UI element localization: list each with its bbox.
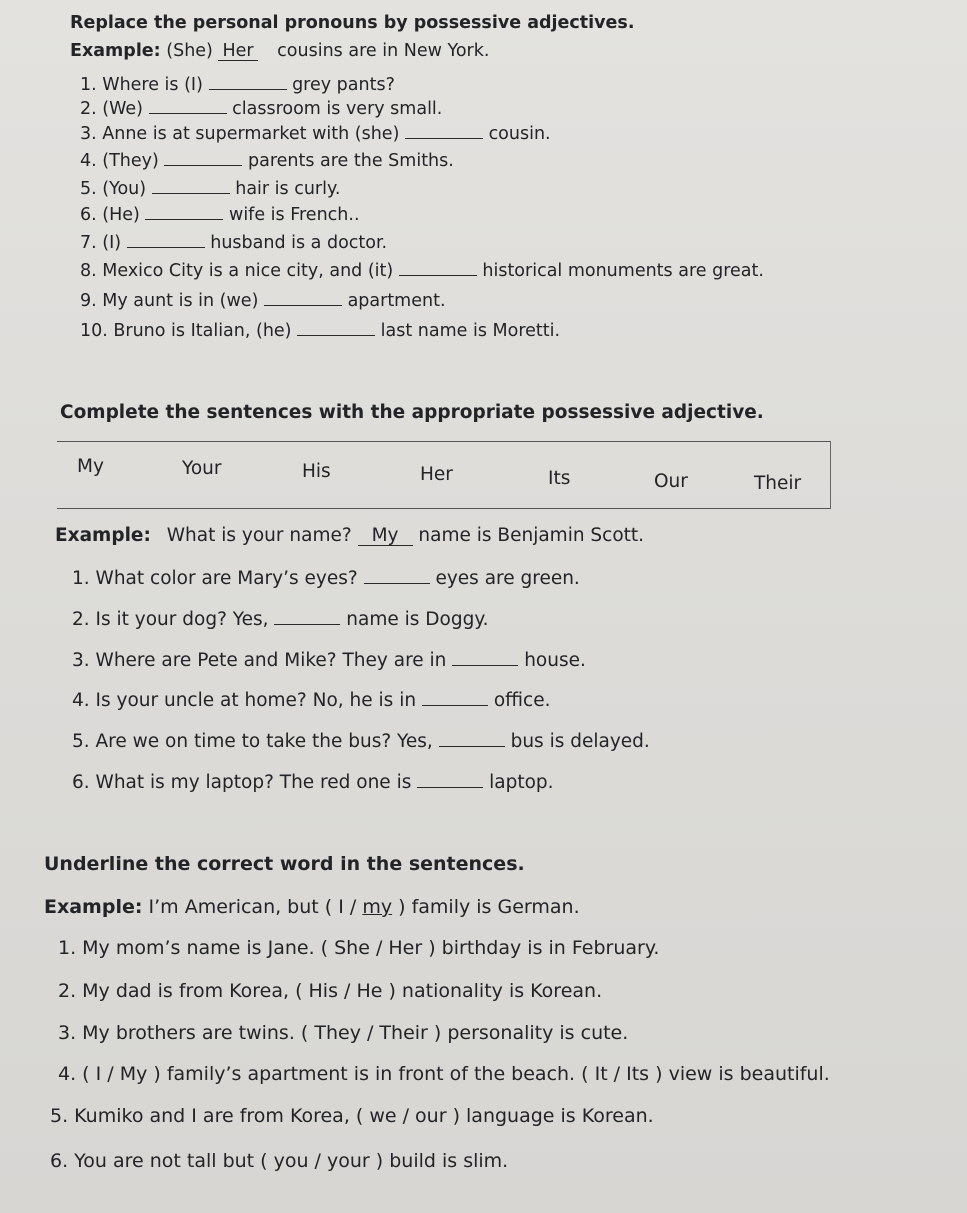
answer-blank[interactable] xyxy=(274,610,340,625)
s1-item-2: 2. (We) classroom is very small. xyxy=(80,99,443,119)
section2-example: Example: What is your name? My name is Benjamin Scott. xyxy=(55,525,645,546)
answer-blank[interactable] xyxy=(399,261,477,276)
word-bank-item: Our xyxy=(654,471,688,492)
s2-item-4: 4. Is your uncle at home? No, he is in office. xyxy=(72,690,551,711)
s1-item-8: 8. Mexico City is a nice city, and (it) historical monuments are great. xyxy=(80,261,764,281)
word-bank-item: Her xyxy=(420,464,453,485)
s1-item-1: 1. Where is (I) grey pants? xyxy=(80,75,395,95)
section2-title: Complete the sentences with the appropriate possessive adjective. xyxy=(60,402,764,423)
answer-blank[interactable] xyxy=(417,773,483,788)
answer-blank[interactable] xyxy=(145,205,223,220)
answer-blank[interactable] xyxy=(127,233,205,248)
answer-blank[interactable] xyxy=(422,691,488,706)
answer-blank[interactable] xyxy=(364,569,430,584)
s1-item-5: 5. (You) hair is curly. xyxy=(80,179,341,199)
s1-item-7: 7. (I) husband is a doctor. xyxy=(80,233,388,253)
s1-item-10: 10. Bruno is Italian, (he) last name is Moretti. xyxy=(80,321,561,341)
s2-item-2: 2. Is it your dog? Yes, name is Doggy. xyxy=(72,609,489,630)
section3-title: Underline the correct word in the sentences. xyxy=(44,853,525,875)
s2-item-3: 3. Where are Pete and Mike? They are in house. xyxy=(72,650,586,671)
answer-blank[interactable] xyxy=(264,291,342,306)
s1-item-6: 6. (He) wife is French.. xyxy=(80,205,360,225)
section3-example: Example: I’m American, but ( I / my ) family is German. xyxy=(44,896,580,918)
answer-blank[interactable] xyxy=(297,321,375,336)
s1-item-4: 4. (They) parents are the Smiths. xyxy=(80,151,454,171)
word-bank-item: His xyxy=(302,461,331,482)
word-bank-item: Your xyxy=(182,458,222,479)
s3-item-1: 1. My mom’s name is Jane. ( She / Her ) birthday is in February. xyxy=(58,937,660,959)
answer-blank[interactable] xyxy=(405,124,483,139)
s3-item-2: 2. My dad is from Korea, ( His / He ) nationality is Korean. xyxy=(58,980,603,1002)
word-bank-item: My xyxy=(77,456,104,477)
word-bank-item: Its xyxy=(548,468,571,489)
section1-title: Replace the personal pronouns by possessive adjectives. xyxy=(70,13,635,33)
s2-item-5: 5. Are we on time to take the bus? Yes, bus is delayed. xyxy=(72,731,650,752)
answer-blank[interactable] xyxy=(209,75,287,90)
s2-item-1: 1. What color are Mary’s eyes? eyes are green. xyxy=(72,568,580,589)
s1-item-9: 9. My aunt is in (we) apartment. xyxy=(80,291,446,311)
word-bank-item: Their xyxy=(754,473,802,494)
s2-item-6: 6. What is my laptop? The red one is laptop. xyxy=(72,772,554,793)
section1-example: Example: (She) Her cousins are in New York. xyxy=(70,41,490,61)
answer-blank[interactable] xyxy=(164,151,242,166)
answer-blank[interactable] xyxy=(149,99,227,114)
answer-blank[interactable] xyxy=(152,179,230,194)
s3-item-3: 3. My brothers are twins. ( They / Their ) personality is cute. xyxy=(58,1022,629,1044)
s3-item-5: 5. Kumiko and I are from Korea, ( we / our ) language is Korean. xyxy=(50,1105,654,1127)
answer-blank[interactable] xyxy=(452,651,518,666)
s1-item-3: 3. Anne is at supermarket with (she) cousin. xyxy=(80,124,551,144)
s3-item-4: 4. ( I / My ) family’s apartment is in front of the beach. ( It / Its ) view is beautiful. xyxy=(58,1063,830,1085)
answer-blank[interactable] xyxy=(439,732,505,747)
s3-item-6: 6. You are not tall but ( you / your ) build is slim. xyxy=(50,1150,509,1172)
word-bank xyxy=(57,441,831,509)
